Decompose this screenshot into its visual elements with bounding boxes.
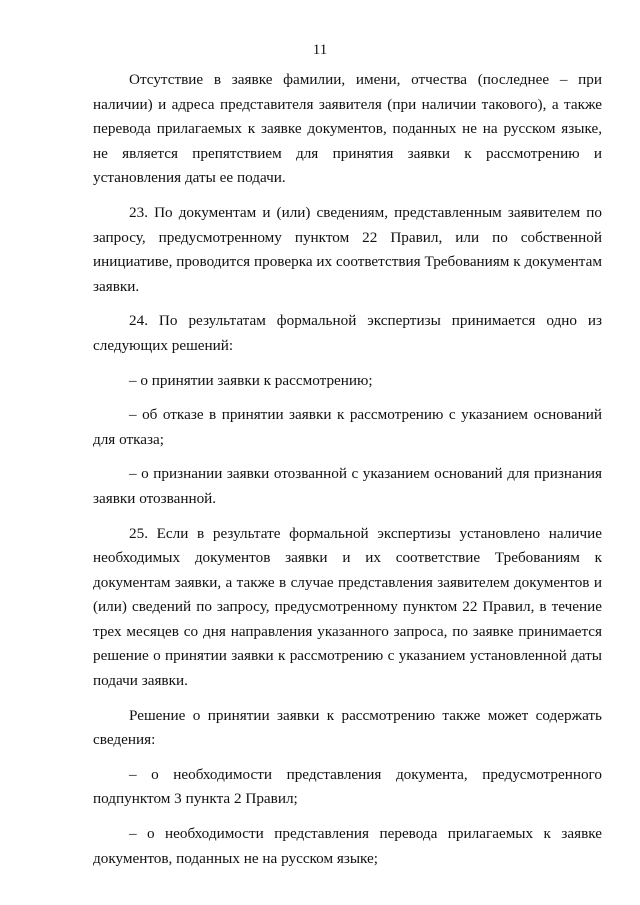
paragraph-clause-25: 25. Если в результате формальной экспертизы установлено наличие необходимых документов заявки и их соответствие Требованиям к документам заявки, а также в случае представления заявителем документов и (или) сведений по запросу, предусмотренному пунктом 22 Правил, в течение трех месяцев со дня направления указанного запроса, по заявке принимается решение о принятии заявки к рассмотрению с указанием установленной даты подачи заявки. — [93, 524, 602, 690]
document-body — [93, 68, 602, 881]
decision-item-accept: – о принятии заявки к рассмотрению; — [129, 371, 373, 389]
decision-item-refuse: – об отказе в принятии заявки к рассмотрению с указанием оснований для отказа; — [93, 406, 602, 448]
decision-info-translation-required: – о необходимости представления перевода прилагаемых к заявке документов, поданных не на русском языке; — [93, 825, 602, 867]
decision-info-document-required: – о необходимости представления документа, предусмотренного подпунктом 3 пункта 2 Правил; — [93, 765, 602, 808]
decision-item-withdrawn: – о признании заявки отозванной с указанием оснований для признания заявки отозванной. — [93, 465, 602, 507]
paragraph-clause-23: 23. По документам и (или) сведениям, представленным заявителем по запросу, предусмотренному пунктом 22 Правил, или по собственной инициативе, проводится проверка их соответствия Требованиям к документам заявки. — [93, 203, 602, 295]
paragraph-clause-24: 24. По результатам формальной экспертизы принимается одно из следующих решений: — [93, 312, 602, 354]
paragraph-decision-contents: Решение о принятии заявки к рассмотрению также может содержать сведения: — [93, 706, 602, 749]
paragraph-missing-representative-info: Отсутствие в заявке фамилии, имени, отчества (последнее – при наличии) и адреса представителя заявителя (при наличии такового), а также перевода прилагаемых к заявке документов, поданных не на русском языке, не является препятствием для принятия заявки к рассмотрению и установления даты ее подачи. — [93, 71, 602, 187]
page-number: 11 — [312, 42, 328, 58]
